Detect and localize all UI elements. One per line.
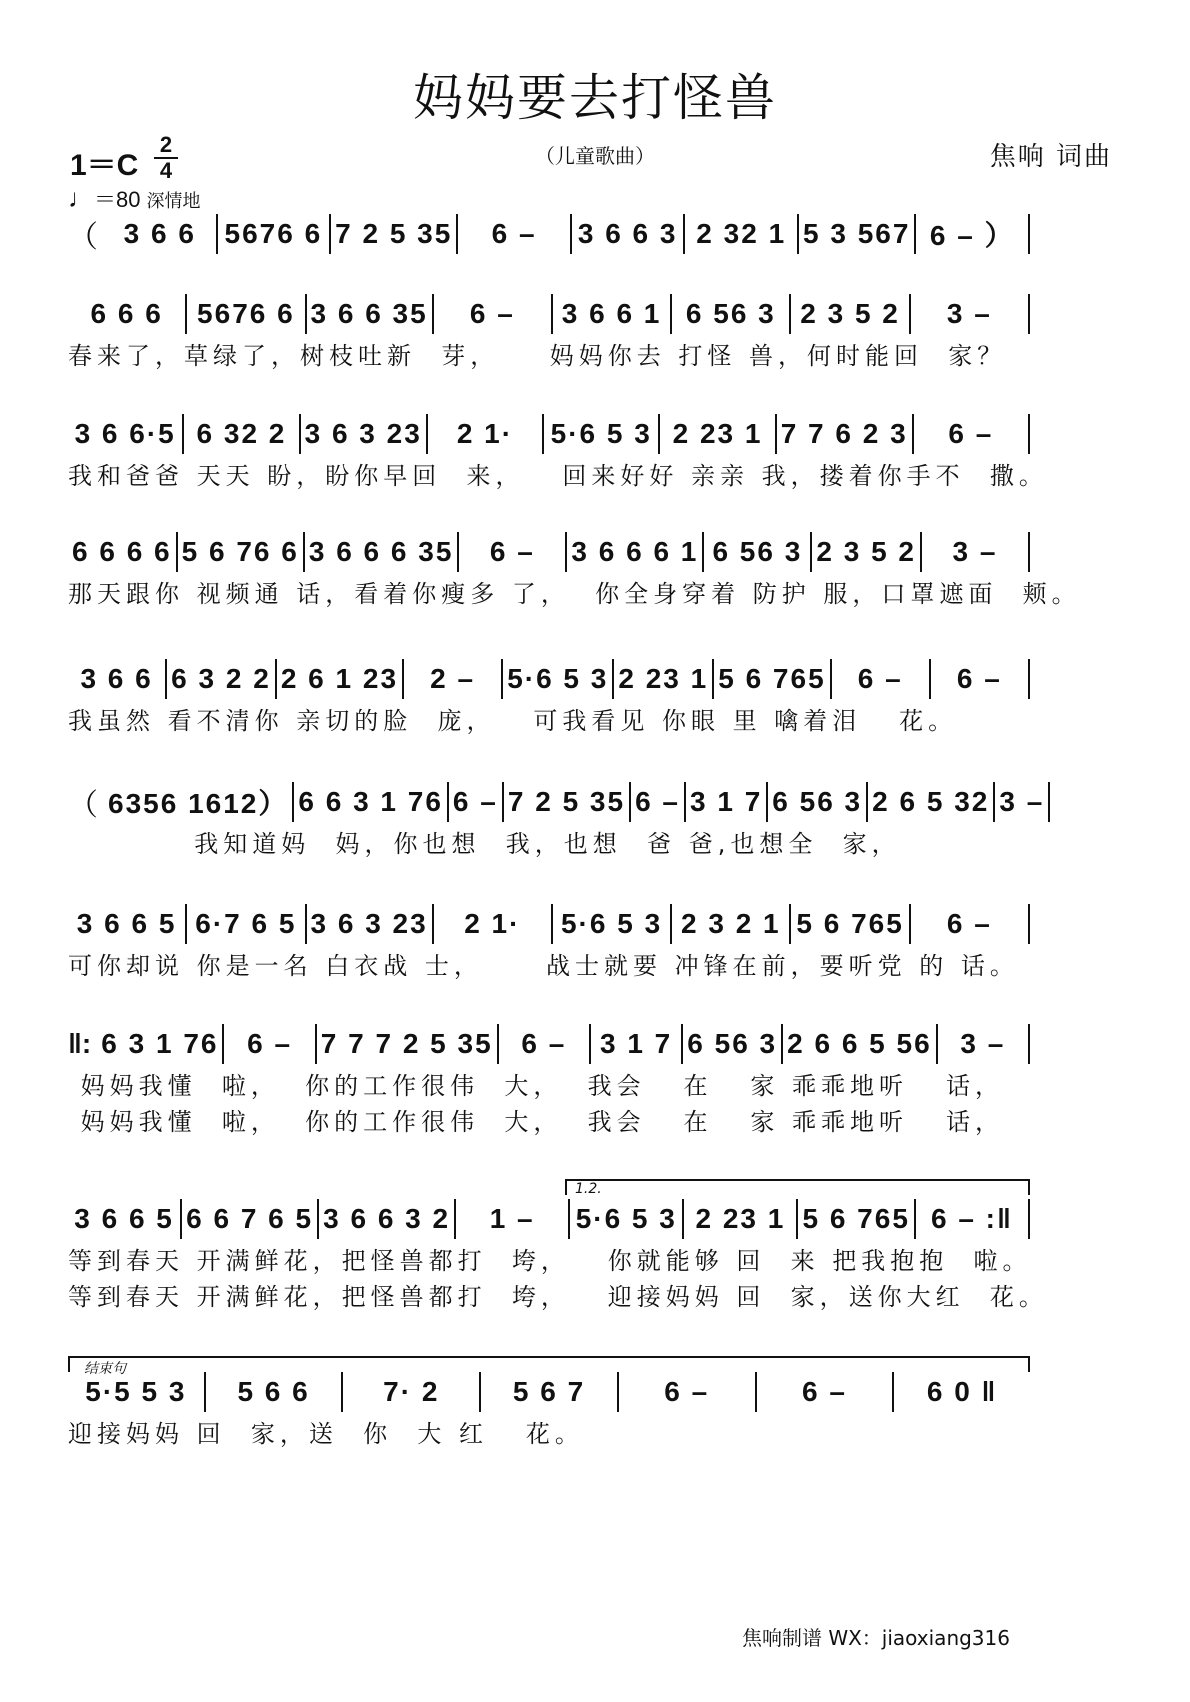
measure-notes: 3 –: [952, 536, 998, 567]
measure-notes: 6 3 1 76: [101, 1028, 219, 1059]
measure: [672, 904, 791, 944]
notes-line: [68, 778, 1045, 826]
measure: [301, 414, 428, 454]
measure-notes: 7 7 7 2 5 35: [320, 1028, 493, 1059]
measure: [434, 904, 553, 944]
measure-notes: 5 6 765: [802, 1203, 910, 1234]
measure: [570, 1199, 684, 1239]
measure: [68, 659, 167, 699]
notes-line: [68, 210, 1030, 258]
lyrics-line: 等到春天 开满鲜花，把怪兽都打 垮， 迎接妈妈 回 家，送你大红 花。: [68, 1283, 1048, 1311]
notes-line: [68, 410, 1030, 458]
measure: [704, 532, 812, 572]
score-system: [68, 900, 1118, 984]
measure-notes: 3 6 6 35: [310, 298, 428, 329]
measure-notes: 5 6 765: [718, 663, 826, 694]
measure-notes: 6 –: [956, 663, 1002, 694]
measure-notes: 5·6 5 3: [507, 663, 609, 694]
tempo-mood: 深情地: [146, 191, 201, 211]
measure-notes: 3 6 6 6 1: [571, 536, 699, 567]
measure-notes: 2 6 6 5 56: [787, 1028, 932, 1059]
measure: [343, 1372, 481, 1412]
measure-notes: 2 1·: [464, 908, 521, 939]
measure-notes: 5·5 5 3: [85, 1376, 187, 1407]
score-system: [68, 210, 1118, 258]
measure-notes: 6 56 3: [685, 298, 776, 329]
lyrics-line: 我知道妈 妈，你也想 我，也想 爸 爸,也想全 家，: [68, 830, 901, 858]
measure: [683, 1024, 783, 1064]
measure: [319, 1199, 456, 1239]
notes-line: [68, 1368, 1030, 1416]
measure-notes: 5676 6: [224, 218, 323, 249]
score-system: [68, 1020, 1118, 1140]
measure-notes: 6 –: [491, 218, 537, 249]
measure-notes: 2 23 1: [672, 418, 763, 449]
measure: [832, 659, 931, 699]
measure: [894, 1372, 1030, 1412]
measure-notes: 6 6 6: [90, 298, 163, 329]
tempo-value: ＝80: [94, 187, 141, 212]
measure: [938, 1024, 1030, 1064]
measure: [68, 294, 187, 334]
measure-notes: 5 6 765: [796, 908, 904, 939]
measure: [404, 659, 503, 699]
measure: [459, 532, 567, 572]
measure: [757, 1372, 895, 1412]
footer-credit: 焦响制谱 WX：jiaoxiang316: [741, 1626, 1010, 1650]
notes-line: [68, 528, 1030, 576]
measure: [187, 904, 306, 944]
measure-notes: 3 –: [960, 1028, 1006, 1059]
measure-notes: 2 23 1: [695, 1203, 786, 1234]
measure: [553, 294, 672, 334]
measure: [206, 1372, 344, 1412]
measure: [428, 414, 544, 454]
measure: [104, 214, 218, 254]
measure-notes: 6 –: [857, 663, 903, 694]
measure: [914, 414, 1030, 454]
measure: [187, 294, 306, 334]
measure-notes: 6 –: [635, 786, 680, 817]
measure: [799, 214, 916, 254]
measure: [182, 1199, 319, 1239]
measure: [931, 659, 1030, 699]
measure-notes: 2 32 1: [696, 218, 787, 249]
measure: [97, 1024, 224, 1064]
measure: [684, 1199, 798, 1239]
measure: [812, 532, 922, 572]
measure: [911, 294, 1030, 334]
measure: [672, 294, 791, 334]
measure: [305, 532, 460, 572]
volta-bracket: 1.2.: [565, 1179, 1030, 1195]
measure-notes: 6 – :‖: [930, 1203, 1013, 1234]
measure-notes: 3 6 6 6 35: [308, 536, 454, 567]
measure: [798, 1199, 915, 1239]
key-signature: 1＝C: [70, 149, 139, 182]
measure-notes: 3 6 6: [80, 663, 153, 694]
score-system: [68, 1361, 1118, 1452]
measure-notes: 5676 6: [197, 298, 295, 329]
notes-line: [68, 1195, 1030, 1243]
measure: [434, 294, 553, 334]
lyrics-line: 我虽然 看不清你 亲切的脸 庞， 可我看见 你眼 里 噙着泪 花。: [68, 707, 958, 735]
measure: [449, 782, 504, 822]
measure-notes: 6 0 ‖: [926, 1376, 998, 1407]
measure-notes: 6 –: [452, 786, 498, 817]
measure: [544, 414, 660, 454]
measure: [714, 659, 831, 699]
measure-notes: 6 56 3: [687, 1028, 778, 1059]
score-system: [68, 1181, 1118, 1315]
measure: [591, 1024, 683, 1064]
measure-notes: 6 6 3 1 76: [298, 786, 443, 817]
measure-notes: 6 3 2 2: [171, 663, 271, 694]
measure: [567, 532, 704, 572]
measure: [503, 659, 614, 699]
measure-notes: 3 –: [946, 298, 992, 329]
measure: [68, 532, 178, 572]
measure-notes: 3 6 6 5: [76, 908, 177, 939]
measure: [916, 1199, 1030, 1239]
measure: [184, 414, 300, 454]
measure-notes: 6 –: [946, 908, 992, 939]
measure-notes: 2 –: [430, 663, 476, 694]
measure-notes: 6 –: [469, 298, 515, 329]
measure: [68, 904, 187, 944]
measure: [481, 1372, 619, 1412]
song-subtitle: （儿童歌曲）: [535, 144, 655, 168]
measure: [456, 1199, 570, 1239]
measure-notes: 2 23 1: [618, 663, 709, 694]
measure: [167, 659, 277, 699]
measure: [660, 414, 776, 454]
measure: [631, 782, 686, 822]
measure-notes: 3 6 6 3 2: [323, 1203, 451, 1234]
measure: [868, 782, 995, 822]
notes-line: [68, 1020, 1030, 1068]
repeat-start-sign: ‖:: [68, 1028, 92, 1059]
measure-notes: 2 3 2 1: [681, 908, 781, 939]
measure: [768, 782, 868, 822]
lyrics-line: 迎接妈妈 回 家，送 你 大 红 花。: [68, 1420, 584, 1448]
measure: [916, 214, 1030, 254]
lyrics-line: 我和爸爸 天天 盼，盼你早回 来， 回来好好 亲亲 我，搂着你手不 撒。: [68, 462, 1048, 490]
measure-notes: 6 56 3: [712, 536, 803, 567]
measure: [686, 782, 768, 822]
measure-notes: 1 –: [489, 1203, 535, 1234]
measure-notes: 6 –: [489, 536, 535, 567]
measure-notes: 6 –: [948, 418, 994, 449]
measure: [911, 904, 1030, 944]
lyrics-line: 等到春天 开满鲜花，把怪兽都打 垮， 你就能够 回 来 把我抱抱 啦。: [68, 1247, 1032, 1275]
measure: [104, 782, 294, 822]
measure-notes: 5 6 76 6: [181, 536, 299, 567]
measure-notes: 6 –: [521, 1028, 567, 1059]
song-title: 妈妈要去打怪兽: [413, 69, 777, 127]
bracket-open: （: [68, 789, 98, 822]
measure-notes: 3 6 6 3: [577, 218, 678, 249]
lyrics-line: 妈妈我懂 啦， 你的工作很伟 大， 我会 在 家 乖乖地听 话，: [68, 1108, 1004, 1136]
measure: [791, 294, 910, 334]
measure: [178, 532, 305, 572]
measure-notes: 5·6 5 3: [550, 418, 652, 449]
measure-notes: 3 –: [999, 786, 1045, 817]
measure: [294, 782, 449, 822]
measure: [68, 414, 184, 454]
measure-notes: 6356 1612）: [108, 788, 289, 819]
measure-notes: 3 1 7: [690, 786, 763, 817]
measure-notes: 6 –: [801, 1376, 847, 1407]
measure-notes: 2 3 5 2: [800, 298, 900, 329]
measure-notes: 5·6 5 3: [560, 908, 663, 939]
measure-notes: 6 32 2: [196, 418, 287, 449]
measure: [68, 1199, 182, 1239]
measure-notes: 3 6 6 5: [74, 1203, 174, 1234]
measure-notes: 2 1·: [456, 418, 514, 449]
lyrics-line: 那天跟你 视频通 话，看着你瘦多 了， 你全身穿着 防护 服，口罩遮面 颊。: [68, 580, 1081, 608]
measure: [317, 1024, 499, 1064]
measure: [553, 904, 672, 944]
measure-notes: 2 6 1 23: [280, 663, 399, 694]
measure: [619, 1372, 757, 1412]
measure-notes: 3 6 6: [123, 218, 196, 249]
measure-notes: 5 6 7: [512, 1376, 586, 1407]
measure-notes: 3 6 6·5: [74, 418, 176, 449]
lyrics-line: 妈妈我懂 啦， 你的工作很伟 大， 我会 在 家 乖乖地听 话，: [68, 1072, 1004, 1100]
bracket-open: （: [68, 221, 98, 254]
measure-notes: 6 6 7 6 5: [186, 1203, 314, 1234]
measure-notes: 6 –: [664, 1376, 710, 1407]
measure-notes: 6·7 6 5: [195, 908, 297, 939]
measure: [307, 294, 434, 334]
measure-notes: 5 6 6: [237, 1376, 310, 1407]
measure: [791, 904, 910, 944]
time-signature-bottom: 4: [159, 158, 173, 183]
measure: [922, 532, 1030, 572]
measure-notes: 6 – ）: [929, 220, 1015, 251]
measure-notes: 7 2 5 35: [507, 786, 626, 817]
coda-bracket: 结束句: [68, 1356, 1030, 1372]
measure-notes: 2 6 5 32: [872, 786, 990, 817]
measure-notes: 2 3 5 2: [816, 536, 916, 567]
measure: [777, 414, 914, 454]
notes-line: [68, 290, 1030, 338]
measure: [499, 1024, 591, 1064]
measure: [277, 659, 404, 699]
measure-notes: 5·6 5 3: [575, 1203, 677, 1234]
score-system: [68, 290, 1118, 374]
measure: [224, 1024, 316, 1064]
quarter-note-icon: ♩: [68, 183, 94, 213]
score-system: [68, 528, 1118, 612]
measure-notes: 6 6 6 6: [72, 536, 172, 567]
measure: [68, 1372, 206, 1412]
time-signature: [154, 134, 178, 182]
lyrics-line: 春来了，草绿了，树枝吐新 芽， 妈妈你去 打怪 兽，何时能回 家？: [68, 342, 1007, 370]
measure-notes: 7 7 6 2 3: [780, 418, 908, 449]
measure-notes: 7 2 5 35: [335, 218, 453, 249]
measure-notes: 3 1 7: [599, 1028, 673, 1059]
measure-notes: 5 3 567: [803, 218, 911, 249]
measure-notes: 3 6 3 23: [304, 418, 422, 449]
measure-notes: 3 6 6 1: [561, 298, 662, 329]
measure: [783, 1024, 938, 1064]
measure: [307, 904, 434, 944]
lyrics-line: 可你却说 你是一名 白衣战 士， 战士就要 冲锋在前，要听党 的 话。: [68, 952, 1019, 980]
measure: [458, 214, 572, 254]
measure: [504, 782, 631, 822]
measure-notes: 3 6 3 23: [310, 908, 428, 939]
score-system: [68, 410, 1118, 494]
measure-notes: 6 –: [247, 1028, 293, 1059]
measure: [572, 214, 686, 254]
measure: [331, 214, 458, 254]
measure-notes: 6 56 3: [772, 786, 863, 817]
notes-line: [68, 655, 1030, 703]
measure-notes: 7· 2: [383, 1376, 440, 1407]
measure: [218, 214, 332, 254]
time-signature-top: 2: [159, 132, 173, 157]
measure: [685, 214, 799, 254]
score-system: [68, 778, 1118, 862]
score-system: [68, 655, 1118, 739]
notes-line: [68, 900, 1030, 948]
measure: [614, 659, 714, 699]
song-author: 焦响 词曲: [989, 142, 1112, 172]
measure: [995, 782, 1050, 822]
